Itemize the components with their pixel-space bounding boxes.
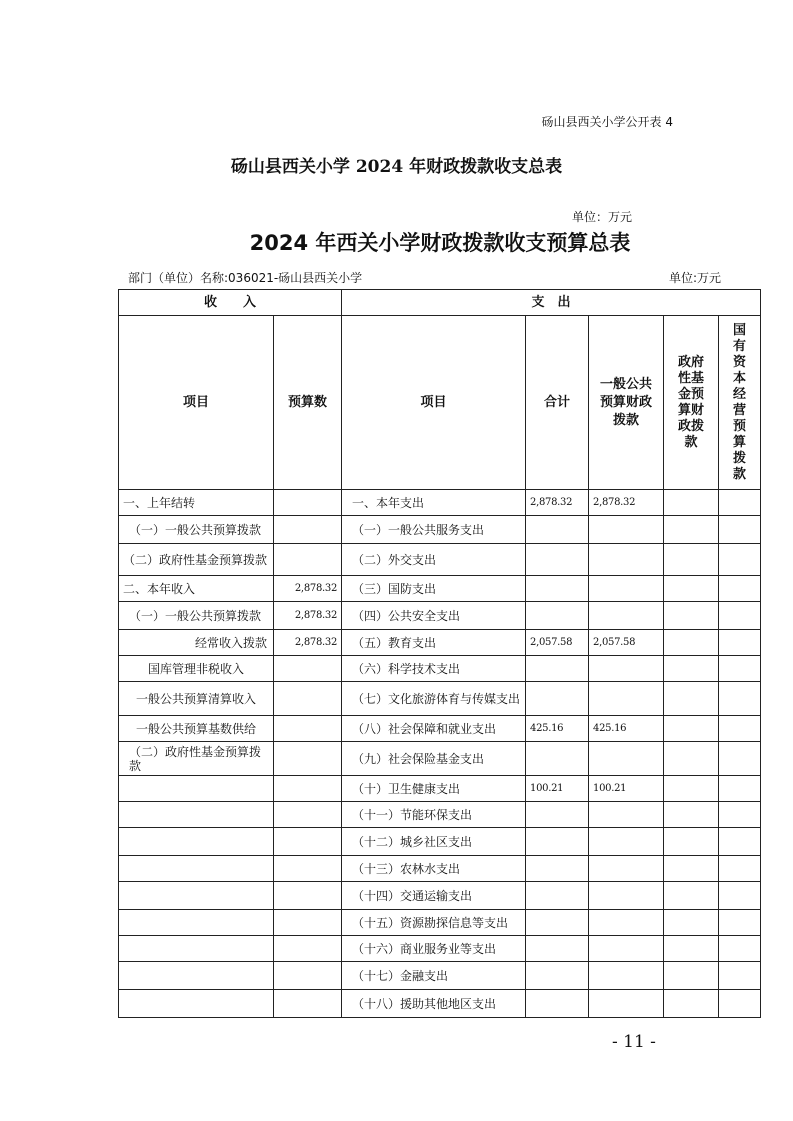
fund-budget-cell bbox=[664, 576, 719, 602]
expense-item-cell: （十八）援助其他地区支出 bbox=[342, 990, 526, 1018]
table-row bbox=[119, 856, 761, 882]
table-row bbox=[119, 962, 761, 990]
total-cell: 2,878.32 bbox=[526, 490, 589, 516]
expense-item-cell: （八）社会保障和就业支出 bbox=[342, 716, 526, 742]
general-budget-cell bbox=[589, 802, 664, 828]
expense-item-cell: （五）教育支出 bbox=[342, 630, 526, 656]
table-label: 砀山县西关小学公开表 4 bbox=[541, 115, 673, 129]
expense-item-header: 项目 bbox=[342, 316, 526, 490]
budget-amount-cell bbox=[274, 682, 342, 716]
income-item-cell: 一般公共预算基数供给 bbox=[119, 716, 274, 742]
table-row bbox=[119, 882, 761, 910]
state-capital-cell bbox=[719, 630, 761, 656]
state-capital-cell bbox=[719, 990, 761, 1018]
table-row bbox=[119, 776, 761, 802]
budget-amount-cell: 2,878.32 bbox=[274, 602, 342, 630]
general-budget-cell bbox=[589, 936, 664, 962]
expense-item-cell: （二）外交支出 bbox=[342, 544, 526, 576]
fund-budget-cell bbox=[664, 776, 719, 802]
document-title: 砀山县西关小学 2024 年财政拨款收支总表 bbox=[230, 157, 563, 177]
income-item-cell: （一）一般公共预算拨款 bbox=[119, 602, 274, 630]
unit-label: 单位:万元 bbox=[669, 271, 722, 285]
table-row bbox=[119, 742, 761, 776]
fund-budget-cell bbox=[664, 936, 719, 962]
state-capital-cell bbox=[719, 910, 761, 936]
budget-amount-cell bbox=[274, 910, 342, 936]
table-row bbox=[119, 682, 761, 716]
budget-amount-cell bbox=[274, 990, 342, 1018]
budget-table bbox=[118, 289, 761, 1018]
fund-budget-cell bbox=[664, 882, 719, 910]
income-item-cell bbox=[119, 828, 274, 856]
state-capital-cell bbox=[719, 856, 761, 882]
income-item-header: 项目 bbox=[119, 316, 274, 490]
expense-item-cell: （四）公共安全支出 bbox=[342, 602, 526, 630]
budget-amount-cell bbox=[274, 936, 342, 962]
total-cell: 425.16 bbox=[526, 716, 589, 742]
total-cell bbox=[526, 936, 589, 962]
general-budget-cell: 100.21 bbox=[589, 776, 664, 802]
table-row bbox=[119, 544, 761, 576]
general-budget-cell bbox=[589, 742, 664, 776]
budget-amount-cell bbox=[274, 716, 342, 742]
total-cell bbox=[526, 802, 589, 828]
general-budget-cell bbox=[589, 656, 664, 682]
expense-item-cell: （九）社会保险基金支出 bbox=[342, 742, 526, 776]
budget-amount-cell bbox=[274, 776, 342, 802]
state-capital-cell bbox=[719, 962, 761, 990]
general-budget-cell: 2,878.32 bbox=[589, 490, 664, 516]
table-row bbox=[119, 602, 761, 630]
income-header: 收 入 bbox=[119, 290, 342, 316]
budget-amount-cell: 2,878.32 bbox=[274, 576, 342, 602]
fund-budget-cell bbox=[664, 630, 719, 656]
table-row bbox=[119, 490, 761, 516]
income-item-cell: 经常收入拨款 bbox=[119, 630, 274, 656]
budget-amount-header: 预算数 bbox=[274, 316, 342, 490]
total-cell bbox=[526, 828, 589, 856]
state-capital-cell bbox=[719, 742, 761, 776]
income-item-cell: 一般公共预算清算收入 bbox=[119, 682, 274, 716]
table-row bbox=[119, 990, 761, 1018]
general-budget-cell bbox=[589, 990, 664, 1018]
fund-budget-cell bbox=[664, 910, 719, 936]
general-budget-cell bbox=[589, 856, 664, 882]
income-item-cell bbox=[119, 990, 274, 1018]
expense-item-cell: （十七）金融支出 bbox=[342, 962, 526, 990]
total-cell bbox=[526, 544, 589, 576]
income-item-cell: （二）政府性基金预算拨款 bbox=[119, 742, 274, 776]
department-name: 部门（单位）名称:036021-砀山县西关小学 bbox=[128, 271, 363, 285]
table-row bbox=[119, 936, 761, 962]
fund-budget-cell bbox=[664, 490, 719, 516]
general-budget-cell bbox=[589, 828, 664, 856]
income-item-cell: 国库管理非税收入 bbox=[119, 656, 274, 682]
general-budget-cell: 425.16 bbox=[589, 716, 664, 742]
fund-budget-cell bbox=[664, 716, 719, 742]
income-item-cell: （二）政府性基金预算拨款 bbox=[119, 544, 274, 576]
table-row bbox=[119, 910, 761, 936]
general-budget-cell bbox=[589, 962, 664, 990]
income-item-cell bbox=[119, 910, 274, 936]
income-item-cell: 一、上年结转 bbox=[119, 490, 274, 516]
income-item-cell: 二、本年收入 bbox=[119, 576, 274, 602]
budget-amount-cell bbox=[274, 516, 342, 544]
budget-amount-cell bbox=[274, 490, 342, 516]
expense-item-cell: （十六）商业服务业等支出 bbox=[342, 936, 526, 962]
budget-amount-cell bbox=[274, 802, 342, 828]
expense-item-cell: （十五）资源勘探信息等支出 bbox=[342, 910, 526, 936]
income-item-cell bbox=[119, 962, 274, 990]
fund-budget-cell bbox=[664, 856, 719, 882]
budget-amount-cell bbox=[274, 828, 342, 856]
general-budget-cell bbox=[589, 544, 664, 576]
total-header: 合计 bbox=[526, 316, 589, 490]
table-row bbox=[119, 828, 761, 856]
expense-item-cell: （十二）城乡社区支出 bbox=[342, 828, 526, 856]
state-capital-cell bbox=[719, 544, 761, 576]
total-cell bbox=[526, 856, 589, 882]
budget-amount-cell bbox=[274, 544, 342, 576]
expense-item-cell: （一）一般公共服务支出 bbox=[342, 516, 526, 544]
fund-budget-header: 政府性基金预算财政拨款 bbox=[664, 316, 719, 490]
general-budget-cell bbox=[589, 910, 664, 936]
general-budget-cell bbox=[589, 882, 664, 910]
table-row bbox=[119, 656, 761, 682]
fund-budget-cell bbox=[664, 742, 719, 776]
income-item-cell: （一）一般公共预算拨款 bbox=[119, 516, 274, 544]
general-budget-cell bbox=[589, 602, 664, 630]
expense-item-cell: （六）科学技术支出 bbox=[342, 656, 526, 682]
expense-item-cell: （十）卫生健康支出 bbox=[342, 776, 526, 802]
fund-budget-cell bbox=[664, 516, 719, 544]
table-row bbox=[119, 576, 761, 602]
state-capital-cell bbox=[719, 656, 761, 682]
expense-item-cell: （十四）交通运输支出 bbox=[342, 882, 526, 910]
budget-amount-cell bbox=[274, 856, 342, 882]
table-title: 2024 年西关小学财政拨款收支预算总表 bbox=[249, 231, 631, 255]
expense-item-cell: （十三）农林水支出 bbox=[342, 856, 526, 882]
unit-label-top: 单位：万元 bbox=[572, 210, 633, 224]
state-capital-cell bbox=[719, 682, 761, 716]
total-cell: 2,057.58 bbox=[526, 630, 589, 656]
fund-budget-cell bbox=[664, 656, 719, 682]
income-item-cell bbox=[119, 882, 274, 910]
general-budget-cell bbox=[589, 516, 664, 544]
budget-amount-cell bbox=[274, 962, 342, 990]
income-item-cell bbox=[119, 776, 274, 802]
total-cell bbox=[526, 602, 589, 630]
total-cell bbox=[526, 742, 589, 776]
table-row bbox=[119, 630, 761, 656]
general-budget-header: 一般公共预算财政拨款 bbox=[589, 316, 664, 490]
fund-budget-cell bbox=[664, 802, 719, 828]
state-capital-cell bbox=[719, 490, 761, 516]
total-cell bbox=[526, 656, 589, 682]
total-cell bbox=[526, 910, 589, 936]
fund-budget-cell bbox=[664, 990, 719, 1018]
income-item-cell bbox=[119, 856, 274, 882]
total-cell: 100.21 bbox=[526, 776, 589, 802]
state-capital-cell bbox=[719, 936, 761, 962]
fund-budget-cell bbox=[664, 962, 719, 990]
fund-budget-cell bbox=[664, 828, 719, 856]
general-budget-cell bbox=[589, 576, 664, 602]
state-capital-cell bbox=[719, 882, 761, 910]
expense-item-cell: 一、本年支出 bbox=[342, 490, 526, 516]
budget-amount-cell bbox=[274, 882, 342, 910]
state-capital-cell bbox=[719, 776, 761, 802]
expense-item-cell: （七）文化旅游体育与传媒支出 bbox=[342, 682, 526, 716]
budget-amount-cell bbox=[274, 742, 342, 776]
expense-header: 支 出 bbox=[342, 290, 761, 316]
total-cell bbox=[526, 682, 589, 716]
page-number: - 11 - bbox=[612, 1032, 656, 1052]
state-capital-cell bbox=[719, 828, 761, 856]
table-row bbox=[119, 516, 761, 544]
table-row bbox=[119, 716, 761, 742]
state-capital-cell bbox=[719, 576, 761, 602]
budget-amount-cell bbox=[274, 656, 342, 682]
total-cell bbox=[526, 962, 589, 990]
budget-amount-cell: 2,878.32 bbox=[274, 630, 342, 656]
state-capital-cell bbox=[719, 602, 761, 630]
fund-budget-cell bbox=[664, 682, 719, 716]
fund-budget-cell bbox=[664, 602, 719, 630]
general-budget-cell bbox=[589, 682, 664, 716]
state-capital-cell bbox=[719, 802, 761, 828]
expense-item-cell: （十一）节能环保支出 bbox=[342, 802, 526, 828]
total-cell bbox=[526, 882, 589, 910]
state-capital-header: 国有资本经营预算拨款 bbox=[719, 316, 761, 490]
fund-budget-cell bbox=[664, 544, 719, 576]
state-capital-cell bbox=[719, 716, 761, 742]
total-cell bbox=[526, 990, 589, 1018]
expense-item-cell: （三）国防支出 bbox=[342, 576, 526, 602]
general-budget-cell: 2,057.58 bbox=[589, 630, 664, 656]
income-item-cell bbox=[119, 802, 274, 828]
income-item-cell bbox=[119, 936, 274, 962]
state-capital-cell bbox=[719, 516, 761, 544]
total-cell bbox=[526, 576, 589, 602]
total-cell bbox=[526, 516, 589, 544]
table-row bbox=[119, 802, 761, 828]
